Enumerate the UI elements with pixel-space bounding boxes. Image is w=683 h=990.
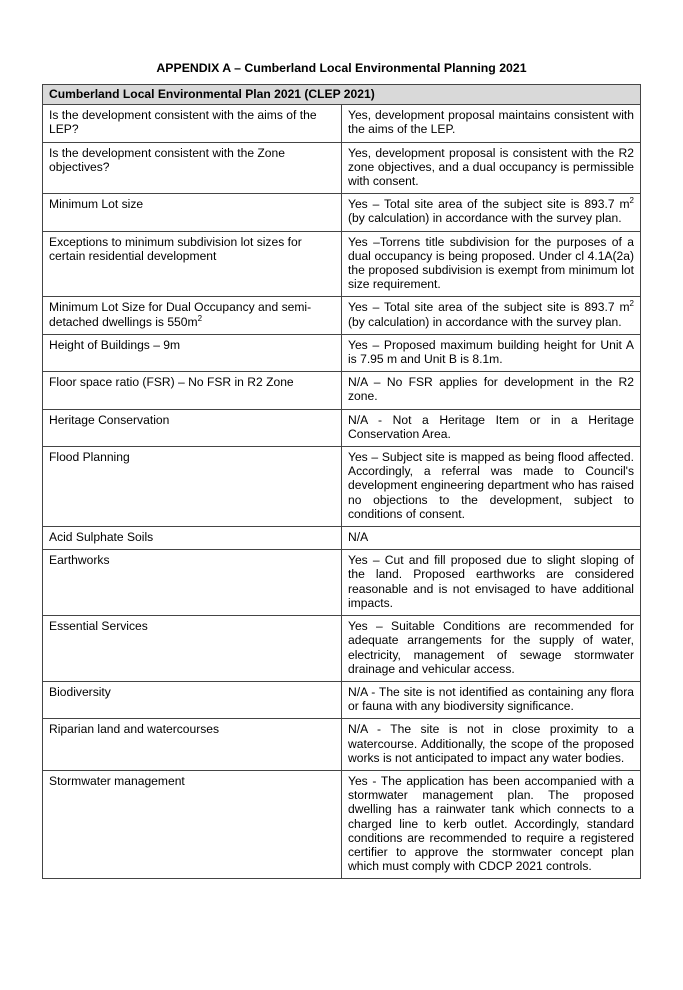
response-text: Yes – Total site area of the subject site is 893.7 m (348, 300, 630, 315)
response-cell: Yes – Subject site is mapped as being flood affected. Accordingly, a referral was made to Council's development engineering department who has raised no objections to the development, subject to conditions of consent. (342, 447, 641, 527)
clep-compliance-table (42, 84, 641, 879)
table-row (43, 616, 641, 682)
criterion-cell: Heritage Conservation (43, 409, 342, 446)
response-text: (by calculation) in accordance with the survey plan. (348, 314, 622, 329)
table-row (43, 142, 641, 194)
response-cell: Yes – Proposed maximum building height for Unit A is 7.95 m and Unit B is 8.1m. (342, 334, 641, 371)
criterion-cell: Acid Sulphate Soils (43, 527, 342, 550)
response-cell: N/A – No FSR applies for development in the R2 zone. (342, 372, 641, 409)
table-row (43, 105, 641, 142)
response-cell (342, 297, 641, 334)
response-cell: Yes – Cut and fill proposed due to slight sloping of the land. Proposed earthworks are considered reasonable and is not envisaged to have additional impacts. (342, 550, 641, 616)
table-header-row (43, 85, 641, 105)
table-row (43, 372, 641, 409)
criterion-cell: Minimum Lot size (43, 194, 342, 231)
table-row (43, 681, 641, 718)
table-row (43, 231, 641, 297)
criterion-cell: Is the development consistent with the aims of the LEP? (43, 105, 342, 142)
criterion-cell: Biodiversity (43, 681, 342, 718)
page-title: APPENDIX A – Cumberland Local Environmental Planning 2021 (156, 61, 527, 75)
criterion-cell (43, 297, 342, 334)
table-row (43, 297, 641, 334)
table-row (43, 770, 641, 878)
table-row (43, 550, 641, 616)
superscript: 2 (629, 196, 634, 206)
criterion-cell: Exceptions to minimum subdivision lot sizes for certain residential development (43, 231, 342, 297)
response-cell: Yes, development proposal maintains consistent with the aims of the LEP. (342, 105, 641, 142)
response-cell: N/A - The site is not in close proximity to a watercourse. Additionally, the scope of the proposed works is not anticipated to impact any water bodies. (342, 719, 641, 771)
response-cell (342, 194, 641, 231)
table-row (43, 719, 641, 771)
response-cell: Yes –Torrens title subdivision for the purposes of a dual occupancy is being proposed. Under cl 4.1A(2a) the proposed subdivision is exempt from minimum lot size requirement. (342, 231, 641, 297)
table-row (43, 194, 641, 231)
criterion-cell: Flood Planning (43, 447, 342, 527)
superscript: 2 (197, 313, 203, 323)
criterion-cell: Height of Buildings – 9m (43, 334, 342, 371)
criterion-cell: Is the development consistent with the Zone objectives? (43, 142, 342, 194)
criterion-cell: Stormwater management (43, 770, 342, 878)
response-cell: Yes, development proposal is consistent with the R2 zone objectives, and a dual occupancy is permissible with consent. (342, 142, 641, 194)
criterion-cell: Floor space ratio (FSR) – No FSR in R2 Zone (43, 372, 342, 409)
response-cell: N/A - The site is not identified as containing any flora or fauna with any biodiversity significance. (342, 681, 641, 718)
criterion-cell: Riparian land and watercourses (43, 719, 342, 771)
table-row (43, 409, 641, 446)
response-cell: Yes - The application has been accompanied with a stormwater management plan. The proposed dwelling has a rainwater tank which connects to a charged line to kerb outlet. Accordingly, standard conditions are recommended to require a registered certifier to approve the stormwater concept plan which must comply with CDCP 2021 controls. (342, 770, 641, 878)
superscript: 2 (629, 299, 634, 309)
response-text: Yes – Total site area of the subject site is 893.7 m (348, 197, 630, 212)
criterion-cell: Essential Services (43, 616, 342, 682)
criterion-text: Minimum Lot Size for Dual Occupancy and semi-detached dwellings is 550m (49, 300, 312, 329)
response-cell: N/A (342, 527, 641, 550)
table-header: Cumberland Local Environmental Plan 2021 (CLEP 2021) (43, 85, 641, 105)
response-text: (by calculation) in accordance with the survey plan. (348, 211, 622, 226)
criterion-cell: Earthworks (43, 550, 342, 616)
table-row (43, 527, 641, 550)
table-row (43, 447, 641, 527)
response-cell: Yes – Suitable Conditions are recommended for adequate arrangements for the supply of water, electricity, management of sewage stormwater drainage and vehicular access. (342, 616, 641, 682)
table-row (43, 334, 641, 371)
response-cell: N/A - Not a Heritage Item or in a Heritage Conservation Area. (342, 409, 641, 446)
